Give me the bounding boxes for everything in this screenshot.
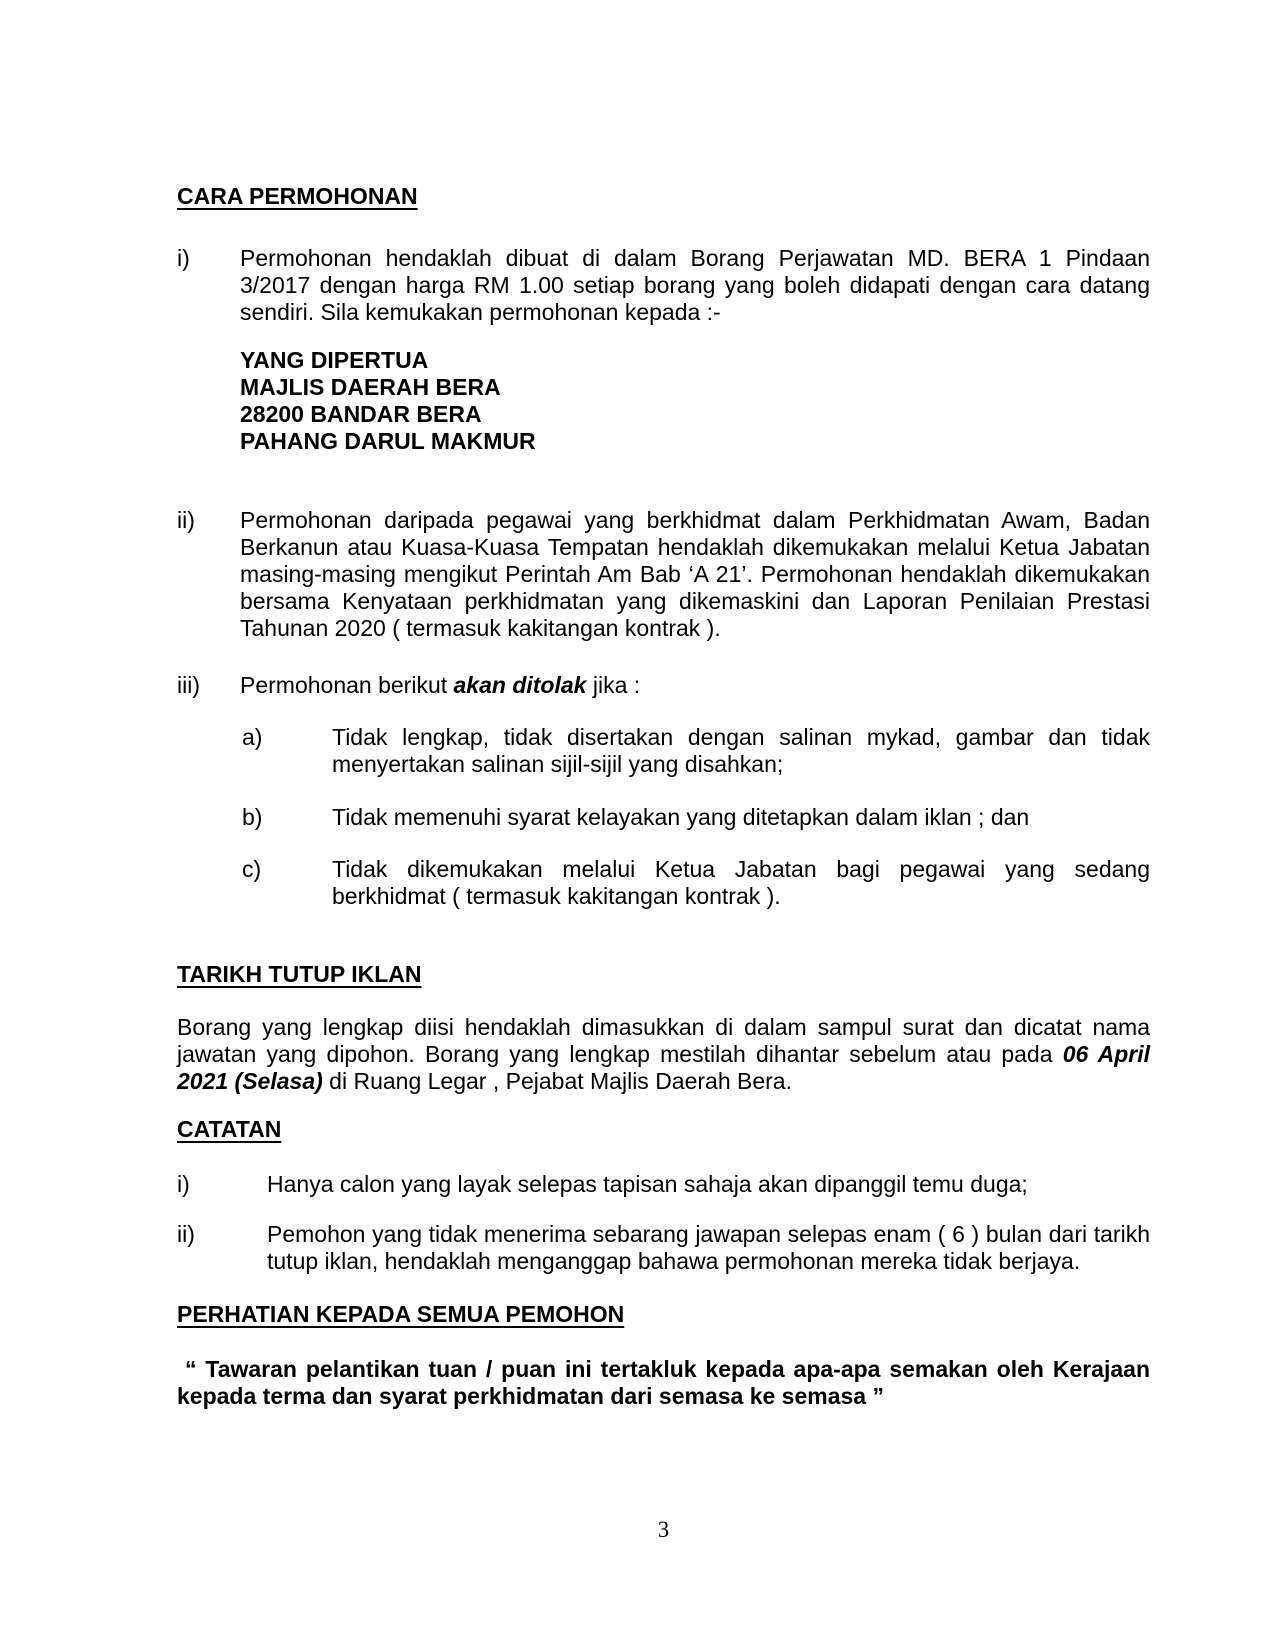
sublist-marker: b) (242, 804, 263, 830)
catatan-item-ii (177, 1221, 1150, 1275)
address-line: YANG DIPERTUA (240, 347, 429, 373)
list-item-iii (177, 672, 1150, 699)
page-content (177, 183, 1150, 1410)
section-heading-catatan: CATATAN (177, 1116, 282, 1142)
catatan-item-i (177, 1171, 1150, 1198)
list-item-ii (177, 507, 1150, 642)
text-emphasis-closing-date: 06 April 2021 (Selasa) (177, 1041, 1150, 1094)
address-block (240, 347, 1150, 455)
list-marker: ii) (177, 1221, 195, 1247)
sublist-item-text: Tidak lengkap, tidak disertakan dengan salinan mykad, gambar dan tidak menyertakan salinan sijil-sijil yang disahkan; (332, 724, 1150, 777)
text-plain: Permohonan berikut (240, 672, 454, 698)
list-marker: i) (177, 1171, 190, 1197)
page-number: 3 (657, 1517, 670, 1542)
sublist-item-text: Tidak dikemukakan melalui Ketua Jabatan bagi pegawai yang sedang berkhidmat ( termasuk kakitangan kontrak ). (332, 856, 1150, 909)
sublist-item-text: Tidak memenuhi syarat kelayakan yang ditetapkan dalam iklan ; dan (332, 804, 1030, 830)
notice-quote-paragraph: “ Tawaran pelantikan tuan / puan ini tertakluk kepada apa-apa semakan oleh Kerajaan kepada terma dan syarat perkhidmatan dari semasa ke semasa ” (177, 1356, 1150, 1409)
list-item-text: Hanya calon yang layak selepas tapisan sahaja akan dipanggil temu duga; (267, 1171, 1028, 1197)
section-heading-cara-permohonan: CARA PERMOHONAN (177, 183, 418, 209)
address-spacer (177, 326, 240, 481)
list-marker: iii) (177, 672, 200, 698)
text-emphasis-akan-ditolak: akan ditolak (453, 672, 587, 698)
list-item-i (177, 245, 1150, 326)
text-plain: jika : (586, 672, 641, 698)
text-plain: di Ruang Legar , Pejabat Majlis Daerah Bera. (322, 1068, 792, 1094)
sublist-marker: c) (242, 856, 262, 882)
text-plain: Borang yang lengkap diisi hendaklah dimasukkan di dalam sampul surat dan dicatat nama jawatan yang dipohon. Borang yang lengkap mestilah dihantar sebelum atau pada (177, 1014, 1150, 1067)
list-item-text: Permohonan daripada pegawai yang berkhidmat dalam Perkhidmatan Awam, Badan Berkanun atau Kuasa-Kuasa Tempatan hendaklah dikemukakan melalui Ketua Jabatan masing-masing mengikut Perintah Am Bab ‘A 21’. Permohonan hendaklah dikemukakan bersama Kenyataan perkhidmatan yang dikemaskini dan Laporan Penilaian Prestasi Tahunan 2020 ( termasuk kakitangan kontrak ). (240, 507, 1150, 641)
list-marker: ii) (177, 507, 195, 533)
sublist-marker: a) (242, 724, 263, 750)
address-block-row (177, 326, 1150, 481)
address-line: MAJLIS DAERAH BERA (240, 374, 501, 400)
sublist-item-a (177, 724, 1150, 778)
address-line: 28200 BANDAR BERA (240, 401, 482, 427)
address-line: PAHANG DARUL MAKMUR (240, 428, 536, 454)
list-item-text: Permohonan hendaklah dibuat di dalam Borang Perjawatan MD. BERA 1 Pindaan 3/2017 dengan harga RM 1.00 setiap borang yang boleh didapati dengan cara datang sendiri. Sila kemukakan permohonan kepada :- (240, 245, 1150, 325)
sublist-item-b (177, 804, 1150, 831)
section-heading-perhatian: PERHATIAN KEPADA SEMUA PEMOHON (177, 1301, 625, 1327)
closing-date-paragraph (177, 1014, 1150, 1095)
list-item-text (240, 672, 1150, 699)
list-marker: i) (177, 245, 190, 271)
sublist-item-c (177, 856, 1150, 910)
list-item-text: Pemohon yang tidak menerima sebarang jawapan selepas enam ( 6 ) bulan dari tarikh tutup iklan, hendaklah menganggap bahawa permohonan mereka tidak berjaya. (267, 1221, 1150, 1274)
section-heading-tarikh-tutup-iklan: TARIKH TUTUP IKLAN (177, 961, 422, 987)
